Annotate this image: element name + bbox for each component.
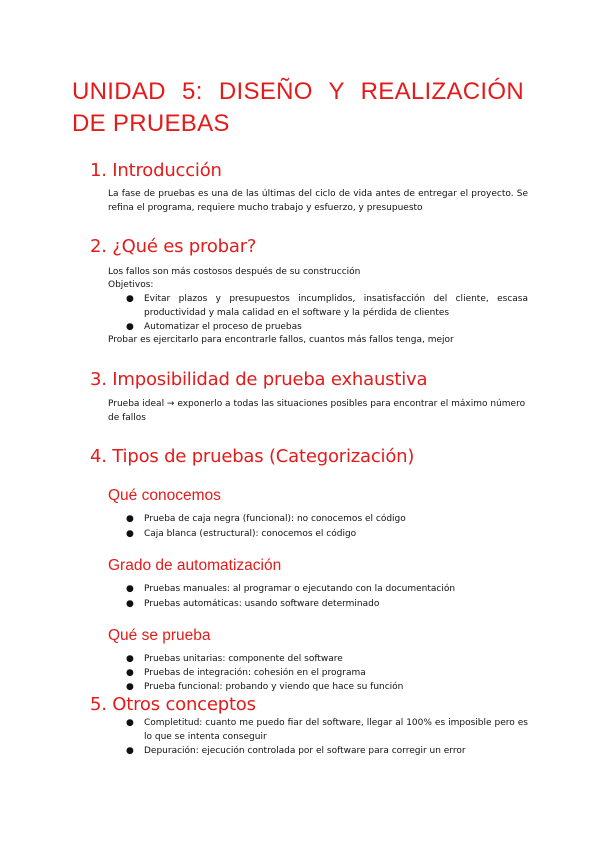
list-item [126,513,528,527]
document-title: UNIDAD 5: DISEÑO Y REALIZACIÓN DE PRUEBAS [72,78,524,137]
list-item [126,321,528,335]
list-item-text: Automatizar el proceso de pruebas [144,322,302,332]
bullet-icon: ● [126,746,134,756]
subheading-que-conocemos: Qué conocemos [108,487,221,504]
paragraph-line: Objetivos: [108,280,154,290]
bullet-icon: ● [126,682,134,692]
bullet-icon: ● [126,668,134,678]
list-item [126,653,528,667]
list-item [126,293,528,320]
section-heading-tipos-de-pruebas: 4. Tipos de pruebas (Categorización) [90,446,415,467]
bullet-icon: ● [126,654,134,664]
section-heading-otros-conceptos: 5. Otros conceptos [90,694,256,715]
list-item [126,598,528,612]
subheading-grado-de-automatizacion: Grado de automatización [108,557,282,574]
list-item-text: Pruebas de integración: cohesión en el programa [144,668,366,678]
bullet-list [126,513,528,541]
bullet-icon: ● [126,294,134,304]
list-item-text: Pruebas automáticas: usando software determinado [144,598,380,609]
bullet-list [126,653,528,695]
section-heading-introduccion: 1. Introducción [90,160,222,181]
list-item-text: Completitud: cuanto me puedo fiar del software, llegar al 100% es imposible pero es lo que se intenta conseguir [144,718,528,742]
list-item-text: Evitar plazos y presupuestos incumplidos, insatisfacción del cliente, escasa productividad y mala calidad en el software y la pérdida de clientes [144,294,528,318]
list-item [126,528,528,542]
bullet-icon: ● [126,718,134,728]
section-text-imposibilidad: Prueba ideal → exponerlo a todas las situaciones posibles para encontrar el máximo número de fallos [108,399,526,423]
list-item-text: Caja blanca (estructural): conocemos el código [144,528,357,539]
bullet-list [126,293,528,335]
list-item-text: Pruebas manuales: al programar o ejecutando con la documentación [144,584,456,594]
subheading-que-se-prueba: Qué se prueba [108,627,211,644]
section-heading-imposibilidad: 3. Imposibilidad de prueba exhaustiva [90,369,428,390]
section-text-introduccion: La fase de pruebas es una de las últimas del ciclo de vida antes de entregar el proyecto. Se refina el programa, requiere mucho trabajo y esfuerzo, y presupuesto [108,189,528,213]
list-item-text: Prueba de caja negra (funcional): no conocemos el código [144,514,406,524]
bullet-icon: ● [126,584,134,594]
list-item [126,745,528,759]
list-item-text: Depuración: ejecución controlada por el software para corregir un error [144,746,466,756]
list-item [126,667,528,681]
bullet-icon: ● [126,322,134,332]
bullet-list [126,717,528,759]
bullet-icon: ● [126,514,134,524]
list-item [126,717,528,744]
list-item-text: Prueba funcional: probando y viendo que hace su función [144,682,404,692]
paragraph-line: Los fallos son más costosos después de su construcción [108,267,361,277]
list-item [126,681,528,695]
bullet-list [126,583,528,611]
list-item [126,583,528,597]
paragraph-line: Probar es ejercitarlo para encontrarle fallos, cuantos más fallos tenga, mejor [108,335,454,345]
list-item-text: Pruebas unitarias: componente del software [144,654,343,664]
section-heading-que-es-probar: 2. ¿Qué es probar? [90,236,257,257]
bullet-icon: ● [126,528,134,539]
bullet-icon: ● [126,598,134,609]
